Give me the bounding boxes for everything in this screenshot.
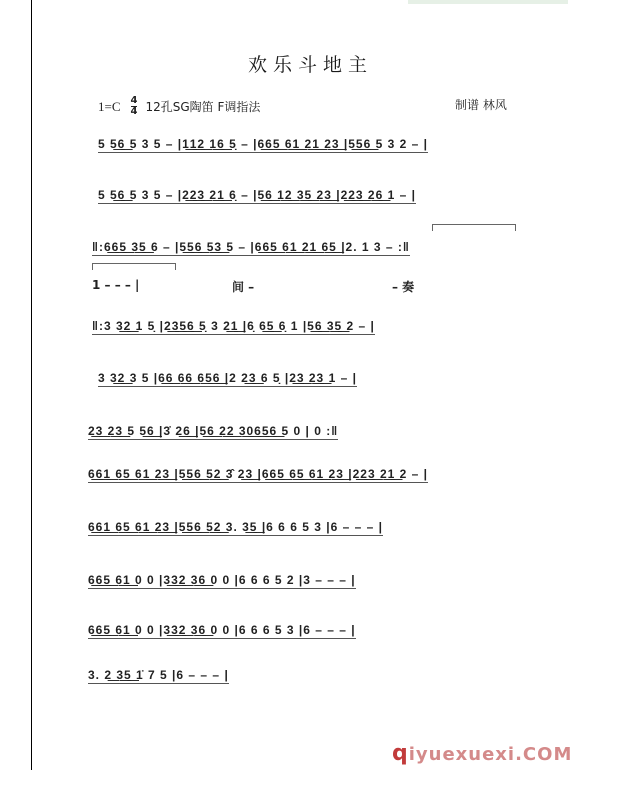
interlude-word-1: 间 –	[232, 280, 255, 294]
score-row-text: 6͟6͟5͟ 6͟1͟ 0 0 |3͟3͟2͟ 3͟6͟ 0 0 |6 6 6 5 3 |6 – – – |	[88, 623, 356, 637]
interlude-start: 1 – – – |	[92, 278, 140, 292]
key-signature-line	[98, 96, 260, 117]
score-row	[92, 319, 375, 337]
score-row-text: 6͟6͟5͟ 6͟1͟ 0 0 |3͟3͟2͟ 3͟6͟ 0 0 |6 6 6 5 2 |3 – – – |	[88, 573, 356, 587]
page-title: 欢乐斗地主	[247, 54, 373, 76]
score-row-text: 2͟3͟ 2͟3͟ 5 5͟6͟ |3̇ 2͟6͟ |5͟6͟ 2͟2͟ 3͟0͟6͟5͟6͟ 5 0 | 0 :‖	[88, 424, 339, 438]
interlude-word-2: – 奏	[392, 280, 415, 294]
site-watermark	[392, 741, 572, 766]
score-row-text: 3. 2͟ 3͟5͟ 1̇ 7 5 |6 – – – |	[88, 668, 229, 682]
score-row	[88, 520, 383, 538]
score-row-text: 6͟6͟1͟ 6͟5͟ 6͟1͟ 2͟3͟ |5͟5͟6͟ 5͟2͟ 3. 3͟5͟ |6 6 6 5 3 |6 – – – |	[88, 520, 383, 534]
score-row-text: 5 5͟6͟ 5 3 5 – |2͟2͟3͟ 2͟1͟ 6̣ – |5͟6͟ 1͟2͟ 3͟5͟ 2͟3͟ |2͟2͟3͟ 2͟6͟ 1 – |	[98, 188, 416, 202]
score-row	[88, 467, 428, 485]
watermark-rest: iyuexuexi.COM	[408, 744, 573, 765]
time-signature-top: 4	[130, 95, 138, 106]
score-row-text: ‖:6͟6͟5͟ 3͟5͟ 6 – |5͟5͟6͟ 5͟3͟ 5 – |6͟6͟5͟ 6͟1͟ 2͟1͟ 6͟5͟ |2. 1 3 – :‖	[92, 240, 410, 254]
top-strip	[408, 0, 568, 4]
score-row	[98, 137, 428, 155]
score-row	[88, 424, 338, 442]
score-row	[92, 240, 410, 258]
volta-bracket	[432, 224, 516, 231]
score-row	[88, 573, 356, 591]
watermark-q: q	[392, 741, 409, 766]
score-row-text: ‖:3 3͟2͟ 1 5̣ |2͟3͟5͟6͟ 5̣ 3 2͟1͟ |6̣ 6͟5͟ 6̣ 1 |5͟6͟ 3͟5͟ 2 – |	[92, 319, 375, 333]
instrument-label: 12孔SG陶笛 F调指法	[145, 100, 261, 114]
score-row-text: 6͟6͟1͟ 6͟5͟ 6͟1͟ 2͟3͟ |5͟5͟6͟ 5͟2͟ 3̂ 2͟3͟ |6͟6͟5͟ 6͟5͟ 6͟1͟ 2͟3͟ |2͟2͟3͟ 2͟1͟ 2 – |	[88, 467, 429, 481]
time-signature-bottom: 4	[130, 106, 138, 117]
volta-bracket	[92, 263, 176, 270]
score-row	[98, 371, 357, 389]
score-row	[98, 188, 416, 206]
score-row	[88, 668, 229, 686]
score-row	[88, 623, 356, 641]
key-signature: 1=C	[98, 98, 121, 114]
score-row-text: 5 5͟6͟ 5 3 5 – |1͟1͟2͟ 1͟6͟ 5̣ – |6͟6͟5͟ 6͟1͟ 2͟1͟ 2͟3͟ |5͟5͟6͟ 5 3 2 – |	[98, 137, 428, 151]
score-row-text: 3 3͟2͟ 3 5 |6͟6͟ 6͟6͟ 6͟5͟6͟ |2 2͟3͟ 6 5̣ |2͟3͟ 2͟3͟ 1 – |	[98, 371, 357, 385]
page-left-border	[31, 0, 32, 770]
credit-label: 制谱 林风	[455, 98, 507, 112]
time-signature	[131, 96, 138, 117]
